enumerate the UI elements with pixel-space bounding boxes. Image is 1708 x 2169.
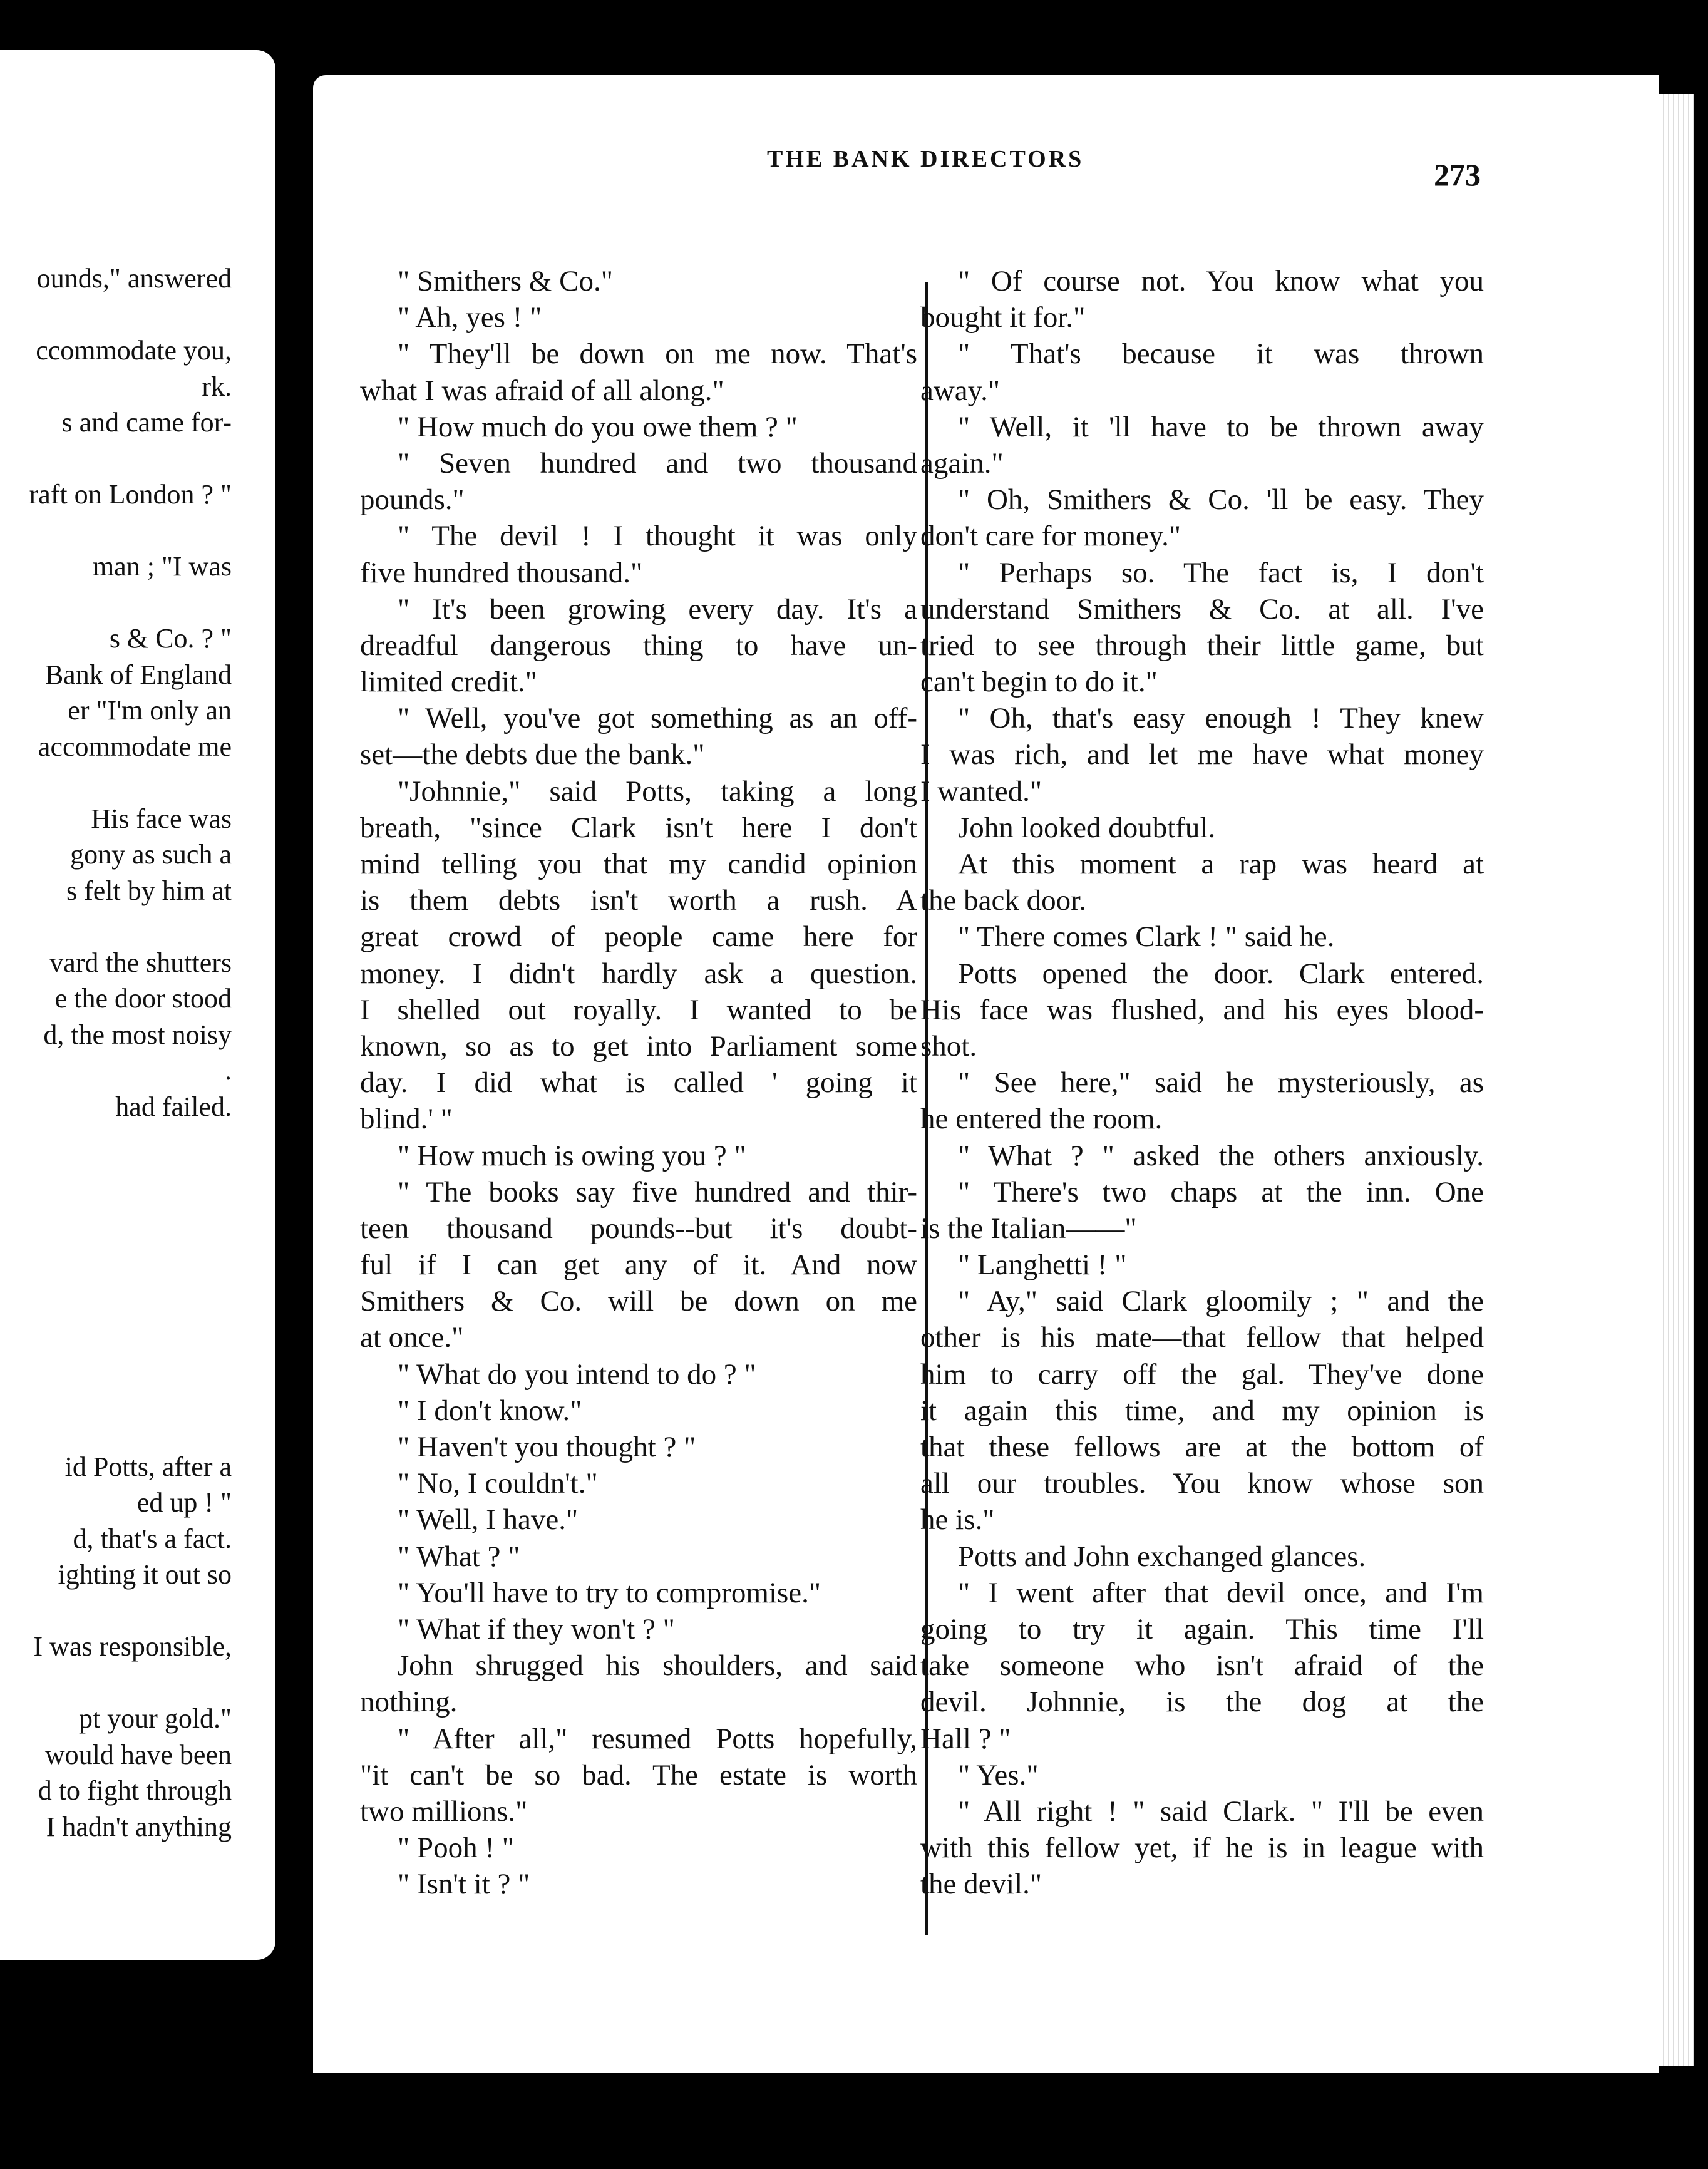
- text-line: shot.: [920, 1029, 977, 1063]
- text-line: teen thousand pounds--but it's doubt-: [360, 1212, 917, 1245]
- left-page-line: rk.: [202, 371, 232, 402]
- text-line: mind telling you that my candid opinion: [360, 848, 917, 880]
- text-line: blind.' ": [360, 1103, 453, 1136]
- text-line: can't begin to do it.": [920, 666, 1158, 699]
- left-page-line: His face was: [91, 803, 232, 834]
- text-line: " They'll be down on me now. That's: [398, 337, 917, 371]
- left-page-line: d to fight through: [38, 1775, 232, 1806]
- left-page-line: had failed.: [115, 1091, 232, 1122]
- text-line: " Isn't it ? ": [398, 1868, 530, 1901]
- text-line: him to carry off the gal. They've done: [920, 1358, 1484, 1391]
- text-line: it again this time, and my opinion is: [920, 1394, 1484, 1427]
- left-page-line: ounds," answered: [36, 263, 232, 294]
- text-line: " I went after that devil once, and I'm: [958, 1576, 1484, 1609]
- left-page-line: s and came for-: [61, 407, 232, 438]
- text-line: Potts opened the door. Clark entered.: [958, 957, 1484, 990]
- text-line: going to try it again. This time I'll: [920, 1612, 1484, 1646]
- text-line: " It's been growing every day. It's a: [398, 592, 917, 626]
- text-line: is them debts isn't worth a rush. A: [360, 884, 917, 917]
- text-line: " Oh, Smithers & Co. 'll be easy. They: [958, 483, 1484, 517]
- text-line: " There comes Clark ! " said he.: [958, 920, 1335, 954]
- text-line: " Well, you've got something as an off-: [398, 702, 917, 735]
- text-line: " No, I couldn't.": [398, 1467, 598, 1500]
- text-line: I shelled out royally. I wanted to be: [360, 993, 917, 1026]
- text-line: tried to see through their little game, but: [920, 629, 1484, 662]
- text-line: bought it for.": [920, 301, 1086, 334]
- text-line: great crowd of people came here for: [360, 920, 917, 954]
- text-line: " See here," said he mysteriously, as: [958, 1066, 1484, 1100]
- left-page-line: er "I'm only an: [68, 695, 232, 726]
- text-line: " Langhetti ! ": [958, 1249, 1127, 1282]
- right-text-column: [920, 263, 1484, 1902]
- text-line: take someone who isn't afraid of the: [920, 1649, 1484, 1682]
- text-line: known, so as to get into Parliament some: [360, 1029, 917, 1063]
- text-line: "it can't be so bad. The estate is worth: [360, 1758, 917, 1791]
- previous-page-fragment: [0, 50, 275, 1960]
- left-page-line: Bank of England: [44, 659, 232, 690]
- text-line: he entered the room.: [920, 1103, 1163, 1136]
- text-line: His face was flushed, and his eyes blood-: [920, 993, 1484, 1026]
- text-line: at once.": [360, 1321, 464, 1354]
- text-line: with this fellow yet, if he is in league with: [920, 1832, 1484, 1865]
- text-line: I was rich, and let me have what money: [920, 738, 1484, 771]
- text-line: " Ah, yes ! ": [398, 301, 542, 334]
- left-page-line: id Potts, after a: [64, 1451, 232, 1482]
- book-gutter: [275, 50, 313, 1960]
- left-page-line: I was responsible,: [33, 1631, 232, 1662]
- text-line: is the Italian——": [920, 1212, 1137, 1245]
- text-line: " Perhaps so. The fact is, I don't: [958, 556, 1484, 589]
- text-line: " You'll have to try to compromise.": [398, 1576, 821, 1609]
- left-page-line: gony as such a: [70, 839, 232, 870]
- left-page-line: d, the most noisy: [43, 1019, 232, 1050]
- text-line: "Johnnie," said Potts, taking a long: [398, 775, 917, 808]
- text-line: " Yes.": [958, 1758, 1039, 1791]
- text-line: " That's because it was thrown: [958, 337, 1484, 371]
- text-line: what I was afraid of all along.": [360, 374, 724, 407]
- left-page-line: .: [225, 1055, 232, 1086]
- text-line: again.": [920, 446, 1004, 480]
- text-line: set—the debts due the bank.": [360, 738, 705, 771]
- text-line: the devil.": [920, 1868, 1042, 1901]
- text-line: " Well, I have.": [398, 1503, 579, 1537]
- text-line: Hall ? ": [920, 1722, 1011, 1755]
- left-text-column: [360, 263, 917, 1902]
- text-line: he is.": [920, 1503, 995, 1537]
- text-line: " The books say five hundred and thir-: [398, 1175, 917, 1208]
- text-line: " After all," resumed Potts hopefully,: [398, 1722, 917, 1755]
- text-line: " How much is owing you ? ": [398, 1139, 746, 1172]
- text-line: " The devil ! I thought it was only: [398, 520, 917, 553]
- text-line: " Pooh ! ": [398, 1832, 514, 1865]
- text-line: " What do you intend to do ? ": [398, 1358, 756, 1391]
- text-line: " What ? " asked the others anxiously.: [958, 1139, 1484, 1172]
- text-line: " All right ! " said Clark. " I'll be even: [958, 1795, 1484, 1828]
- text-line: Potts and John exchanged glances.: [958, 1540, 1366, 1573]
- left-page-line: ccommodate you,: [36, 335, 232, 366]
- text-line: " Well, it 'll have to be thrown away: [958, 410, 1484, 443]
- left-page-line: would have been: [44, 1739, 232, 1770]
- left-page-line: raft on London ? ": [29, 479, 232, 510]
- text-line: " What ? ": [398, 1540, 520, 1573]
- text-line: dreadful dangerous thing to have un-: [360, 629, 917, 662]
- left-page-line: ed up ! ": [136, 1487, 232, 1518]
- text-line: that these fellows are at the bottom of: [920, 1431, 1484, 1463]
- text-line: " I don't know.": [398, 1394, 582, 1427]
- left-page-line: man ; "I was: [92, 551, 232, 582]
- left-page-line: s felt by him at: [66, 875, 232, 906]
- text-line: ful if I can get any of it. And now: [360, 1249, 917, 1282]
- text-line: " Of course not. You know what you: [958, 265, 1484, 297]
- page-number: 273: [1434, 157, 1481, 192]
- text-line: I wanted.": [920, 775, 1042, 808]
- text-line: At this moment a rap was heard at: [958, 848, 1484, 880]
- text-line: " Haven't you thought ? ": [398, 1431, 696, 1463]
- left-page-line: d, that's a fact.: [73, 1523, 232, 1554]
- text-line: the back door.: [920, 884, 1086, 917]
- left-page-line: s & Co. ? ": [109, 623, 232, 654]
- text-line: John shrugged his shoulders, and said: [398, 1649, 917, 1682]
- left-page-line: I hadn't anything: [46, 1811, 232, 1842]
- text-line: " What if they won't ? ": [398, 1612, 675, 1646]
- text-line: devil. Johnnie, is the dog at the: [920, 1686, 1484, 1719]
- text-line: money. I didn't hardly ask a question.: [360, 957, 917, 990]
- text-line: " Ay," said Clark gloomily ; " and the: [958, 1285, 1484, 1318]
- page-edges: [1659, 94, 1694, 2066]
- left-page-line: pt your gold.": [78, 1703, 232, 1734]
- text-line: " There's two chaps at the inn. One: [958, 1175, 1484, 1208]
- text-line: " How much do you owe them ? ": [398, 410, 798, 443]
- text-line: " Smithers & Co.": [398, 265, 613, 297]
- text-line: understand Smithers & Co. at all. I've: [920, 592, 1484, 626]
- text-line: breath, "since Clark isn't here I don't: [360, 811, 917, 844]
- left-page-line: vard the shutters: [49, 947, 232, 978]
- text-line: nothing.: [360, 1686, 458, 1719]
- text-line: John looked doubtful.: [958, 811, 1216, 844]
- text-line: limited credit.": [360, 666, 537, 699]
- text-line: other is his mate—that fellow that helped: [920, 1321, 1484, 1354]
- text-line: Smithers & Co. will be down on me: [360, 1285, 917, 1318]
- text-line: all our troubles. You know whose son: [920, 1467, 1484, 1500]
- text-line: five hundred thousand.": [360, 556, 643, 589]
- text-line: don't care for money.": [920, 520, 1181, 553]
- left-page-line: e the door stood: [54, 983, 232, 1014]
- text-line: " Seven hundred and two thousand: [398, 446, 917, 480]
- text-line: two millions.": [360, 1795, 528, 1828]
- text-line: day. I did what is called ' going it: [360, 1066, 917, 1100]
- text-line: pounds.": [360, 483, 465, 517]
- left-page-line: ighting it out so: [58, 1559, 232, 1590]
- text-line: away.": [920, 374, 1001, 407]
- running-title: THE BANK DIRECTORS: [767, 146, 1084, 172]
- text-line: " Oh, that's easy enough ! They knew: [958, 702, 1484, 735]
- left-page-line: accommodate me: [38, 731, 232, 762]
